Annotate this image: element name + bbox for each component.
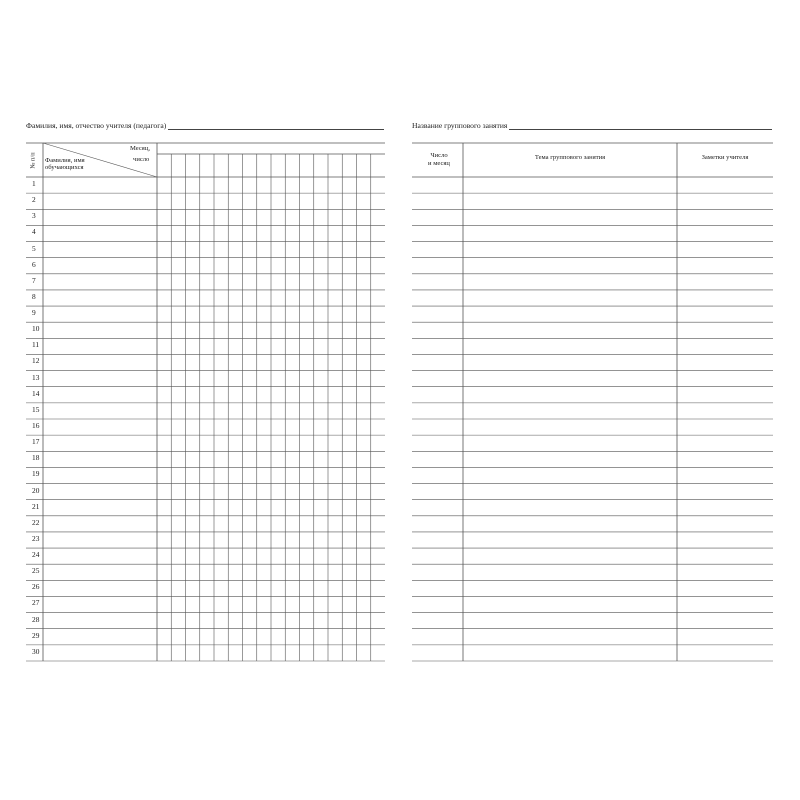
row-number: 24 <box>32 550 40 560</box>
row-number: 4 <box>32 227 36 237</box>
row-number: 14 <box>32 388 40 398</box>
row-number: 8 <box>32 291 36 301</box>
row-number: 3 <box>32 211 36 221</box>
row-number: 29 <box>32 630 40 640</box>
day-header: число <box>133 156 150 163</box>
row-number: 19 <box>32 469 40 479</box>
lesson-grid <box>400 0 800 800</box>
row-number: 27 <box>32 598 40 608</box>
date-header-line1: Число <box>430 152 448 159</box>
row-number: 23 <box>32 533 40 543</box>
row-number: 7 <box>32 275 36 285</box>
row-number: 2 <box>32 195 36 205</box>
row-number: 25 <box>32 566 40 576</box>
row-number: 1 <box>32 179 36 188</box>
month-header: Месяц, <box>130 145 151 152</box>
row-number: 13 <box>32 372 40 382</box>
row-number: 5 <box>32 243 36 253</box>
lesson-name-label: Название группового занятия <box>412 121 508 130</box>
row-number: 6 <box>32 259 36 269</box>
row-number-header: № п/п <box>29 152 37 169</box>
students-header-line2: обучающихся <box>45 164 84 171</box>
row-number: 15 <box>32 404 40 414</box>
row-number: 21 <box>32 501 40 511</box>
row-number: 9 <box>32 308 36 318</box>
row-number: 22 <box>32 517 40 527</box>
row-number: 16 <box>32 421 40 430</box>
students-header-line1: Фамилия, имя <box>45 157 85 164</box>
row-number: 18 <box>32 453 40 463</box>
row-number: 30 <box>32 646 40 656</box>
row-number: 12 <box>32 356 40 366</box>
teacher-name-label: Фамилия, имя, отчество учителя (педагога) <box>26 121 167 130</box>
row-number: 11 <box>32 340 40 350</box>
notes-header: Заметки учителя <box>701 154 749 161</box>
row-number: 26 <box>32 582 40 592</box>
row-number: 20 <box>32 485 40 495</box>
row-number: 10 <box>32 324 40 334</box>
row-number: 28 <box>32 614 40 624</box>
topic-header: Тема группового занятия <box>534 154 606 161</box>
lesson-log-page <box>400 0 800 800</box>
date-header-line2: и месяц <box>428 160 450 167</box>
row-number: 17 <box>32 437 40 447</box>
